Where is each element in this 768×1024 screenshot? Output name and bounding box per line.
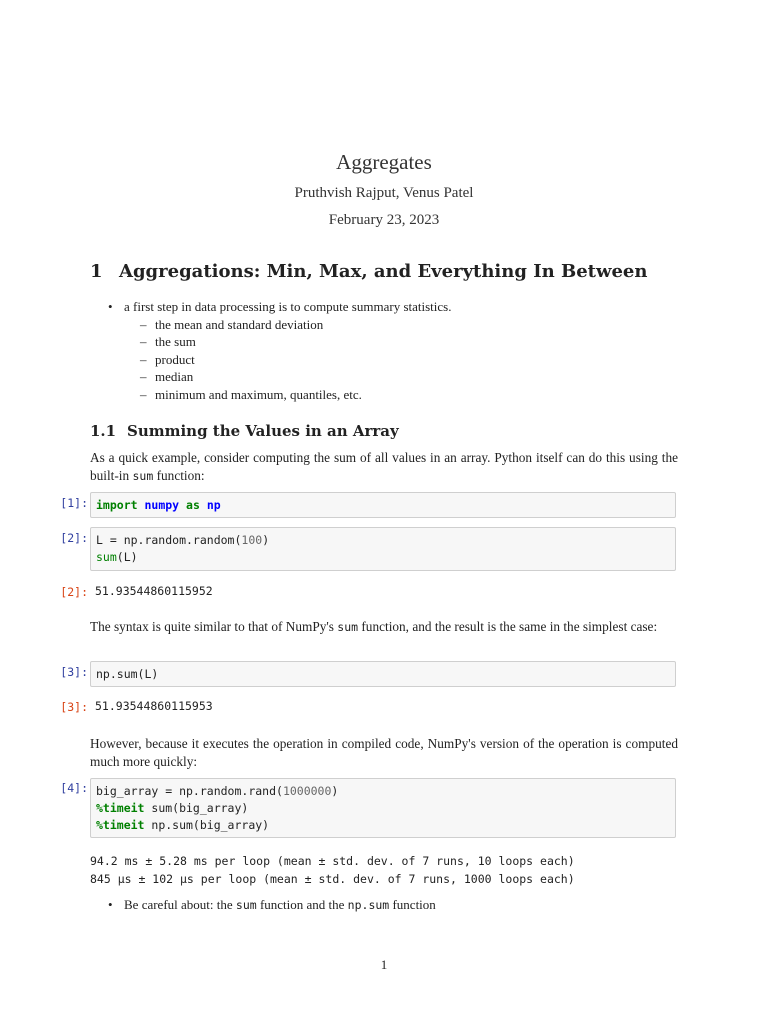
document-date: February 23, 2023 <box>328 212 440 228</box>
stdout-line: 94.2 ms ± 5.28 ms per loop (mean ± std. dev. of 7 runs, 10 loops each) <box>90 854 575 868</box>
document-authors: Pruthvish Rajput, Venus Patel <box>294 185 474 201</box>
sub-item: – the mean and standard deviation <box>108 316 451 334</box>
code-text: sum(big_array) <box>144 801 249 815</box>
code-number: 1000000 <box>282 784 332 798</box>
code-keyword: import <box>96 498 138 512</box>
code-module: numpy <box>144 498 180 512</box>
note-text: function and the <box>256 897 348 912</box>
input-prompt: [1]: <box>60 496 88 510</box>
code-cell-1[interactable] <box>90 492 676 518</box>
code-text: ) <box>331 784 339 798</box>
code-cell-3[interactable] <box>90 661 676 687</box>
inline-code: sum <box>235 898 257 912</box>
inline-code: np.sum <box>347 898 390 912</box>
code-cell-2[interactable] <box>90 527 676 571</box>
code-magic: %timeit <box>96 818 145 832</box>
code-number: 100 <box>241 533 263 547</box>
code-magic: %timeit <box>96 801 145 815</box>
input-prompt: [4]: <box>60 781 88 795</box>
code-module: np <box>206 498 221 512</box>
subsection-heading <box>90 422 399 440</box>
subsection-number: 1.1 <box>90 422 117 440</box>
subsection-title: Summing the Values in an Array <box>127 422 399 440</box>
paragraph-syntax <box>90 618 678 636</box>
code-text: np.sum(big_array) <box>144 818 270 832</box>
section-title: Aggregations: Min, Max, and Everything In Between <box>119 261 648 282</box>
input-prompt: [2]: <box>60 531 88 545</box>
paragraph-compiled: However, because it executes the operation in compiled code, NumPy's version of the operation is computed much more quickly: <box>90 736 678 769</box>
note-item <box>108 896 436 915</box>
section-number: 1 <box>90 261 103 282</box>
inline-code: sum <box>337 620 359 634</box>
code-text: (L) <box>116 550 138 564</box>
page-number: 1 <box>380 957 388 972</box>
paragraph-text: The syntax is quite similar to that of NumPy's <box>90 619 338 634</box>
sub-item: – the sum <box>108 333 451 351</box>
section-heading-1 <box>90 261 647 282</box>
sub-item: – median <box>108 368 451 386</box>
code-builtin: sum <box>96 550 117 564</box>
cell-output: 51.93544860115952 <box>95 584 213 598</box>
paragraph-text: function: <box>153 468 205 483</box>
code-cell-4[interactable] <box>90 778 676 838</box>
document-title: Aggregates <box>336 150 432 174</box>
output-prompt: [2]: <box>60 585 88 599</box>
sub-item: – minimum and maximum, quantiles, etc. <box>108 386 451 404</box>
sub-item: – product <box>108 351 451 369</box>
code-text: np.sum(L) <box>96 667 159 681</box>
code-text: ) <box>262 533 270 547</box>
input-prompt: [3]: <box>60 665 88 679</box>
note-text: function <box>389 897 436 912</box>
code-keyword: as <box>186 498 200 512</box>
code-text: big_array = np.random.rand( <box>96 784 283 798</box>
output-prompt: [3]: <box>60 700 88 714</box>
code-text: L = np.random.random( <box>96 533 242 547</box>
bullet-item: • a first step in data processing is to compute summary statistics. <box>108 298 451 316</box>
paragraph-text: function, and the result is the same in the simplest case: <box>358 619 658 634</box>
note-text: Be careful about: the <box>124 897 236 912</box>
paragraph-intro <box>90 449 678 485</box>
stdout-line: 845 µs ± 102 µs per loop (mean ± std. dev. of 7 runs, 1000 loops each) <box>90 872 575 886</box>
cell-output: 51.93544860115953 <box>95 699 213 713</box>
inline-code: sum <box>132 469 154 483</box>
paragraph-text: As a quick example, consider computing the sum of all values in an array. Python itself can do this using the built-in <box>90 450 678 483</box>
note-list <box>108 896 436 915</box>
bullet-list <box>108 298 451 404</box>
